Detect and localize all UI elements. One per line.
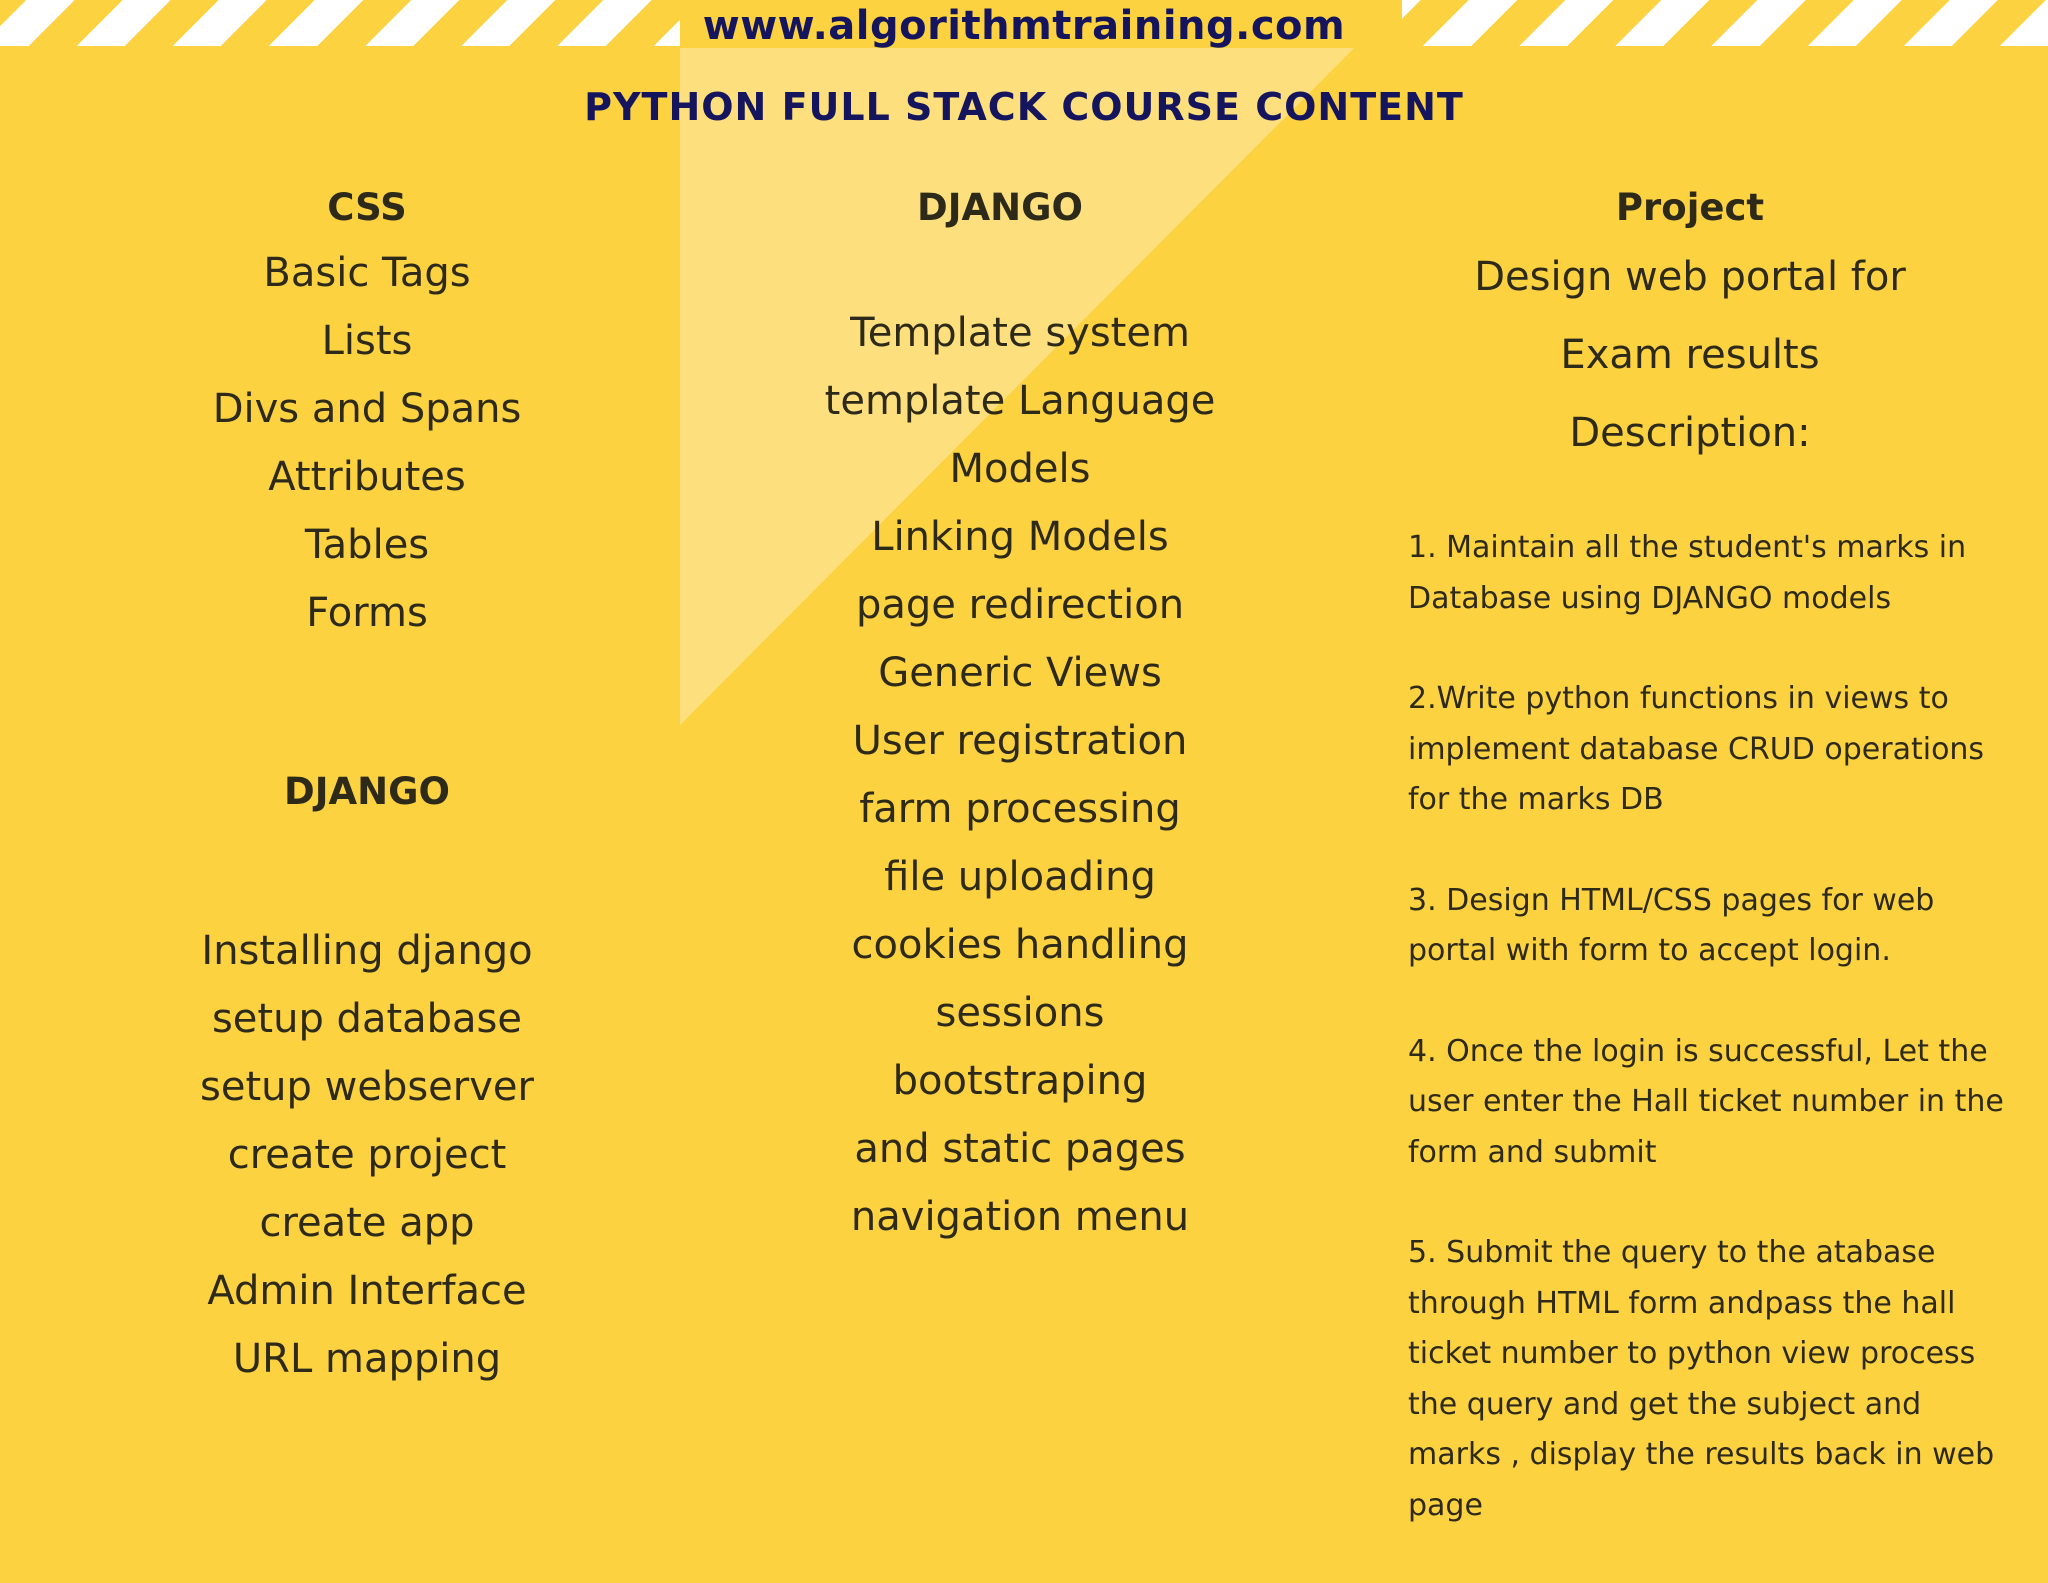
css-topic: Tables — [304, 522, 430, 568]
css-topic: Forms — [306, 590, 428, 636]
css-topic: Divs and Spans — [212, 386, 522, 432]
django-topic: template Language — [824, 378, 1216, 424]
css-topic: Attributes — [268, 454, 466, 500]
django-setup-topic: create project — [227, 1132, 507, 1178]
django-topic-list — [690, 299, 1350, 1251]
project-intro-line: Design web portal for — [1474, 254, 1906, 300]
django-topic: Template system — [850, 310, 1190, 356]
css-heading: CSS — [327, 186, 407, 229]
django-setup-heading: DJANGO — [284, 770, 450, 813]
project-intro-line: Exam results — [1560, 332, 1820, 378]
project-section — [1370, 183, 2010, 1581]
css-topic: Lists — [321, 318, 413, 364]
django-topic: sessions — [935, 990, 1105, 1036]
django-topics-section — [690, 183, 1350, 1251]
project-step: 2.Write python functions in views to implement database CRUD operations for the marks DB — [1408, 681, 1985, 817]
django-topic: cookies handling — [851, 922, 1189, 968]
project-step: 3. Design HTML/CSS pages for web portal with form to accept login. — [1408, 882, 1935, 968]
django-topic: User registration — [852, 718, 1188, 764]
css-topic: Basic Tags — [263, 250, 471, 296]
django-topic: Generic Views — [878, 650, 1162, 696]
django-topic: page redirection — [855, 582, 1185, 628]
project-intro-line: Description: — [1569, 410, 1811, 456]
project-steps — [1370, 523, 2010, 1531]
django-setup-section — [100, 767, 634, 1393]
django-topic: Linking Models — [871, 514, 1169, 560]
django-setup-topic: create app — [259, 1200, 475, 1246]
django-setup-topic: setup database — [211, 996, 523, 1042]
django-topic: bootstraping — [892, 1058, 1148, 1104]
project-step: 1. Maintain all the student's marks in Database using DJANGO models — [1408, 530, 1967, 616]
project-step: 5. Submit the query to the atabase through HTML form andpass the hall ticket number to python view process the query and get the subject and marks , display the results back in web page — [1408, 1235, 1995, 1523]
django-setup-topic: Admin Interface — [207, 1268, 527, 1314]
django-setup-topic: URL mapping — [232, 1336, 502, 1382]
django-topics-heading: DJANGO — [917, 186, 1083, 229]
django-topic: farm processing — [859, 786, 1181, 832]
project-heading: Project — [1615, 186, 1765, 229]
page-title: PYTHON FULL STACK COURSE CONTENT — [584, 85, 1464, 129]
django-setup-topic: Installing django — [201, 928, 533, 974]
django-topic: file uploading — [884, 854, 1156, 900]
django-topic: and static pages — [854, 1126, 1186, 1172]
site-url[interactable]: www.algorithmtraining.com — [702, 3, 1346, 49]
django-topic: navigation menu — [850, 1194, 1190, 1240]
css-section — [100, 183, 634, 647]
django-setup-topic: setup webserver — [200, 1064, 534, 1110]
project-step: 4. Once the login is successful, Let the user enter the Hall ticket number in the form and submit — [1408, 1033, 2004, 1170]
css-topic-list — [100, 239, 634, 647]
django-topic: Models — [949, 446, 1091, 492]
django-setup-topic-list — [100, 917, 634, 1393]
